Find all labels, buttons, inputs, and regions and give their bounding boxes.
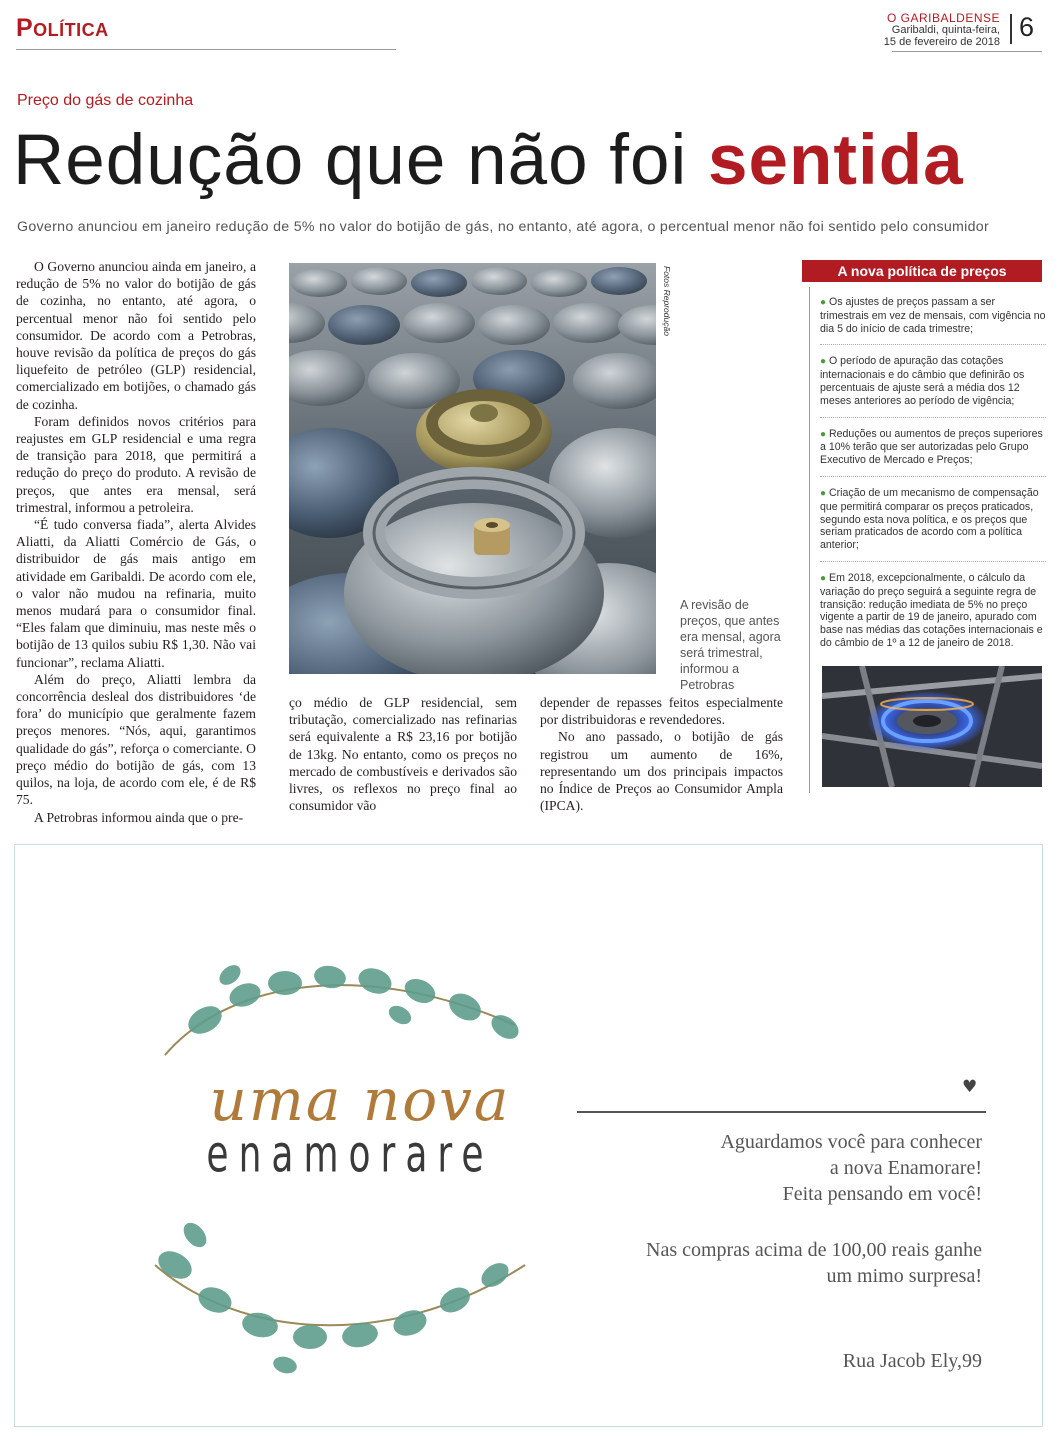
list-item: [820, 296, 1046, 345]
ad-divider: [577, 1111, 986, 1113]
ad-message-line: Nas compras acima de 100,00 reais ganhe: [646, 1239, 982, 1261]
headline-accent: sentida: [708, 121, 964, 200]
bullet-icon: ●: [820, 572, 827, 584]
page-number-divider: [1010, 14, 1012, 44]
bullet-icon: ●: [820, 356, 827, 368]
header-rule-right: [892, 51, 1042, 52]
photo-credit: [660, 266, 672, 386]
list-item-text: O período de apuração das cotações internacionais e do câmbio que definirão os percentuais de ajuste será a média dos 12 meses anteriores ao período de vigência;: [820, 355, 1025, 407]
paragraph: depender de repasses feitos especialmente por distribuidoras e revendedores.: [540, 695, 783, 728]
article-column-2: [289, 694, 517, 814]
sidebar-list: [820, 296, 1046, 669]
paragraph: Além do preço, Aliatti lembra da concorrência desleal dos distribuidores ‘de fora’ do município que geralmente fazem preços menores. “Nós, aqui, garantimos qualidade do gás”, reforça o comerciante. O preço médio do botijão de gás, com 13 quilos, na loja, de acordo com ele, é de R$ 75.: [16, 671, 256, 808]
heart-icon: ♥: [962, 1077, 978, 1097]
list-item: [820, 572, 1046, 659]
stove-burner-illustration: [822, 666, 1042, 787]
paragraph: O Governo anunciou ainda em janeiro, a redução de 5% no valor do botijão de gás de cozinha, no entanto, até agora, o percentual menor não foi sentido pelo consumidor. De acordo com a Petrobras, houve revisão da política de preços do gás liquefeito de petróleo (GLP) residencial, comercializado em botijões, o chamado gás de cozinha.: [16, 259, 256, 412]
paragraph: Foram definidos novos critérios para reajustes em GLP residencial e uma regra de transição para 2018, que permitirá a redução do preço do produto. A revisão de preços, que antes era mensal, será trimestral, informou a petroleira.: [16, 413, 256, 515]
list-item: [820, 355, 1046, 417]
bullet-icon: ●: [820, 428, 827, 440]
headline-main: Redução que não foi: [13, 121, 709, 200]
article-column-1: [16, 258, 256, 826]
page-number: 6: [1019, 12, 1035, 42]
edition-city-day: Garibaldi, quinta-feira,: [891, 24, 1000, 36]
ad-script-title: uma nova: [209, 1066, 511, 1134]
section-label: Política: [16, 14, 109, 42]
list-item-text: Criação de um mecanismo de compensação que permitirá comparar os preços praticados, segundo esta nova política, e os preços que seriam praticados de acordo com a política anterior;: [820, 486, 1039, 552]
article-column-3: [540, 694, 783, 814]
header-rule: [16, 49, 396, 50]
ad-brand-name: enamorare: [206, 1126, 494, 1185]
enamorare-advertisement: [14, 844, 1043, 1427]
paragraph: A Petrobras informou ainda que o pre-: [34, 809, 244, 825]
paragraph: ço médio de GLP residencial, sem tributação, comercializado nas refinarias será equivalente a R$ 23,16 por botijão de 13kg. No entanto, como os preços no mercado de combustíveis e derivados são livres, os reflexos no preço final ao consumidor vão: [289, 695, 517, 814]
sidebar-border: [809, 287, 810, 793]
ad-message-line: Feita pensando em você!: [782, 1183, 982, 1205]
paragraph: “É tudo conversa fiada”, alerta Alvides Aliatti, da Aliatti Comércio de Gás, o distribuidor de gás mais antigo em atividade em Garibaldi. De acordo com ele, o valor não mudou na refinaria, muito menos mudará para o consumidor final. “Eles falam que diminuiu, mas neste mês o botijão de 13 quilos subiu R$ 1,30. Não vai funcionar”, reclama Aliatti.: [16, 517, 256, 670]
edition-date: 15 de fevereiro de 2018: [883, 36, 1000, 48]
stove-burner-photo: [822, 666, 1042, 787]
list-item: [820, 428, 1046, 477]
list-item-text: Reduções ou aumentos de preços superiores a 10% terão que ser autorizadas pelo Grupo Executivo de Mercado e Preços;: [820, 427, 1043, 467]
list-item-text: Em 2018, excepcionalmente, o cálculo da variação do preço seguirá a seguinte regra de transição: redução imediata de 5% no preço vigente a partir de 19 de janeiro, apurado com base nas médias das cotações internacionais e do câmbio de 1º a 12 de janeiro de 2018.: [820, 571, 1043, 649]
ad-message-1: [720, 1129, 982, 1207]
photo-caption: A revisão de preços, que antes era mensal, agora será trimestral, informou a Petrobras: [680, 598, 781, 692]
bullet-icon: ●: [820, 487, 827, 499]
list-item-text: Os ajustes de preços passam a ser trimestrais em vez de mensais, com vigência no dia 5 do início de cada trimestre;: [820, 296, 1046, 335]
article-deck: Governo anunciou em janeiro redução de 5% no valor do botijão de gás, no entanto, até agora, o percentual menor não foi sentido pelo consumidor: [17, 219, 990, 235]
paper-info: [884, 12, 1000, 48]
sidebar-title: A nova política de preços: [802, 260, 1042, 282]
bullet-icon: ●: [820, 297, 827, 308]
newspaper-name: O GARIBALDENSE: [886, 11, 1000, 25]
ad-message-line: um mimo surpresa!: [826, 1265, 982, 1287]
gas-cylinders-illustration: [289, 263, 656, 674]
ad-message-line: a nova Enamorare!: [829, 1157, 982, 1179]
ad-address: Rua Jacob Ely,99: [842, 1350, 982, 1372]
paragraph: No ano passado, o botijão de gás registrou um aumento de 16%, representando um dos principais impactos no Índice de Preços ao Consumidor Ampla (IPCA).: [540, 729, 783, 814]
photo-credit-text: Fotos Reprodução: [662, 266, 672, 336]
ad-message-2: [646, 1237, 982, 1289]
article-headline: [13, 118, 964, 204]
ad-message-line: Aguardamos você para conhecer: [720, 1131, 982, 1153]
gas-cylinders-photo: [289, 263, 656, 674]
article-kicker: Preço do gás de cozinha: [17, 92, 194, 109]
list-item: [820, 487, 1046, 562]
